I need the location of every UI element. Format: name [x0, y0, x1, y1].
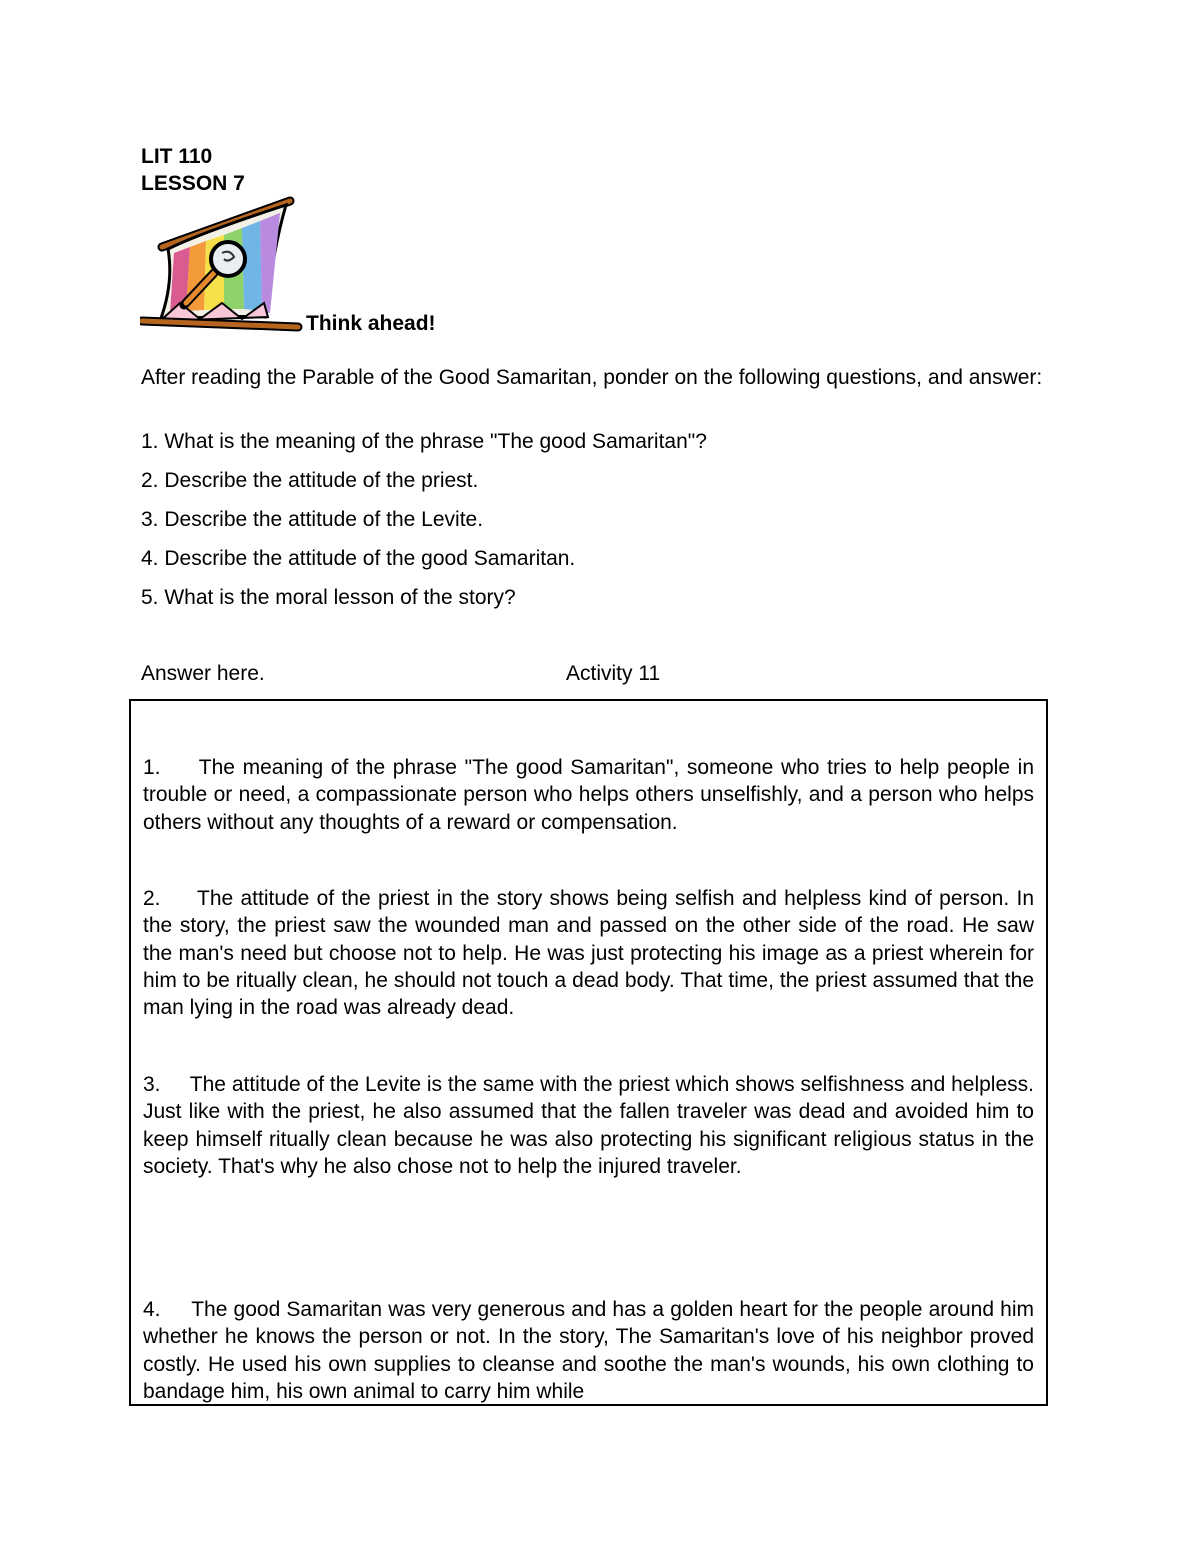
question-item: 4. Describe the attitude of the good Samaritan.	[141, 547, 576, 570]
answer-item	[143, 1296, 1034, 1405]
scroll-magnifier-icon	[140, 193, 304, 335]
answer-item	[143, 754, 1034, 836]
answer-box	[129, 699, 1048, 1406]
answer-number: 1.	[143, 756, 161, 779]
question-item: 1. What is the meaning of the phrase "The good Samaritan"?	[141, 430, 707, 453]
activity-label: Activity 11	[566, 662, 661, 685]
course-heading	[141, 143, 245, 197]
answer-text: The good Samaritan was very generous and has a golden heart for the people around him whether he knows the person or not. In the story, The Samaritan's love of his neighbor proved costly. He used his own supplies to cleanse and soothe the man's wounds, his own clothing to bandage him, his own animal to carry him while	[143, 1298, 1034, 1403]
answer-item	[143, 1071, 1034, 1180]
lesson-number: LESSON 7	[141, 172, 245, 195]
answer-text: The attitude of the Levite is the same with the priest which shows selfishness and helpless. Just like with the priest, he also assumed that the fallen traveler was dead and avoided him to keep himself ritually clean because he was also protecting his significant religious status in the society. That's why he also chose not to help the injured traveler.	[143, 1073, 1034, 1178]
question-list	[141, 428, 1057, 623]
answer-here-label: Answer here.	[141, 662, 265, 685]
answer-number: 2.	[143, 887, 161, 910]
answer-number: 3.	[143, 1073, 161, 1096]
question-item: 3. Describe the attitude of the Levite.	[141, 508, 484, 531]
answer-text: The meaning of the phrase "The good Samaritan", someone who tries to help people in trouble or need, a compassionate person who helps others unselfishly, and a person who helps others without any thoughts of a reward or compensation.	[143, 756, 1034, 834]
think-ahead-label: Think ahead!	[306, 312, 436, 335]
answer-item	[143, 885, 1034, 1021]
question-item: 2. Describe the attitude of the priest.	[141, 469, 479, 492]
instructions-paragraph: After reading the Parable of the Good Samaritan, ponder on the following questions, and answer:	[141, 366, 1043, 389]
answer-text: The attitude of the priest in the story shows being selfish and helpless kind of person. In the story, the priest saw the wounded man and passed on the other side of the road. He saw the man's need but choose not to help. He was just protecting his image as a priest wherein for him to be ritually clean, he should not touch a dead body. That time, the priest assumed that the man lying in the road was already dead.	[143, 887, 1034, 1020]
answer-number: 4.	[143, 1298, 161, 1321]
question-item: 5. What is the moral lesson of the story?	[141, 586, 516, 609]
course-code: LIT 110	[141, 145, 213, 168]
